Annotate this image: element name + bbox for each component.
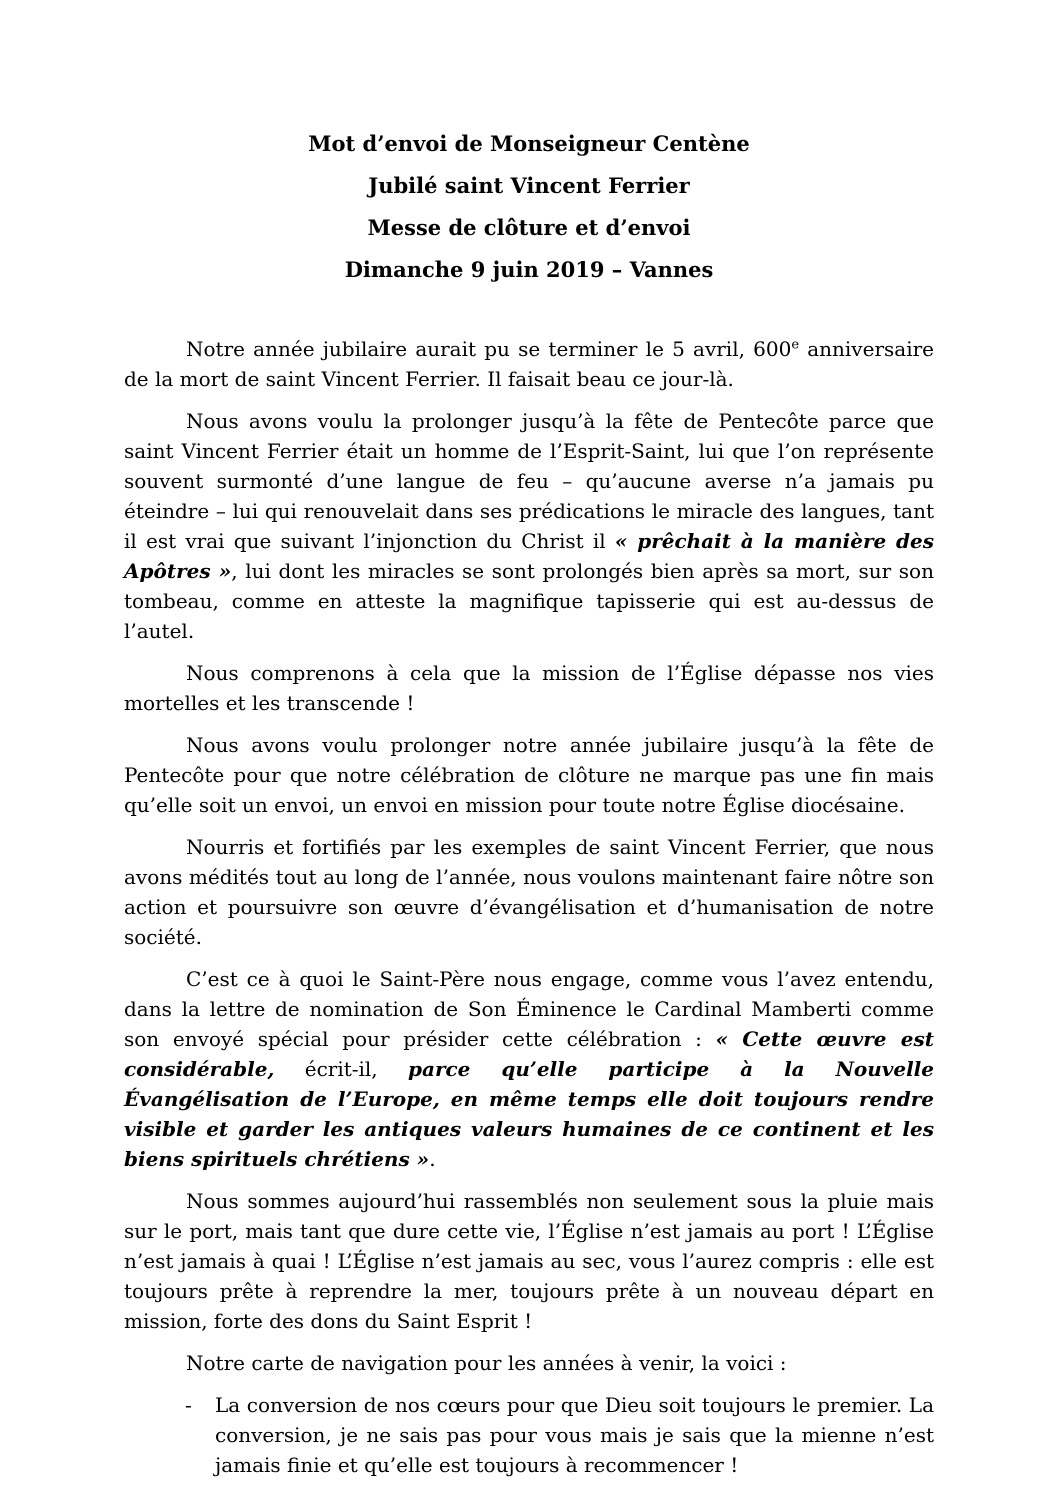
body-paragraph xyxy=(124,730,934,820)
body-paragraph xyxy=(124,1348,934,1378)
text-segment-normal: Nourris et fortifiés par les exemples de saint Vincent Ferrier, que nous avons médités tout au long de l’année, nous voulons maintenant faire nôtre son action et poursuivre son œuvre d’évangélisation et d’humanisation de notre société. xyxy=(124,835,934,949)
body-paragraph xyxy=(124,832,934,952)
text-segment-superscript: e xyxy=(791,337,800,353)
document-header xyxy=(124,131,934,282)
text-segment-normal: . xyxy=(429,1147,436,1171)
title-line-3: Messe de clôture et d’envoi xyxy=(367,215,691,240)
text-segment-normal: Nous comprenons à cela que la mission de l’Église dépasse nos vies mortelles et les transcende ! xyxy=(124,661,934,715)
body-paragraph xyxy=(124,658,934,718)
document-body xyxy=(124,334,934,1480)
text-segment-bold-italic: « Cette œuvre est considérable, xyxy=(124,1027,935,1081)
text-segment-normal: La conversion de nos cœurs pour que Dieu soit toujours le premier. La conversion, je ne sais pas pour vous mais je sais que la mienne n’est jamais finie et qu’elle est toujours à recommencer ! xyxy=(215,1393,934,1477)
title-line-1: Mot d’envoi de Monseigneur Centène xyxy=(308,131,750,156)
list-item xyxy=(124,1390,934,1480)
text-segment-normal: Nous avons voulu la prolonger jusqu’à la fête de Pentecôte parce que saint Vincent Ferrier était un homme de l’Esprit-Saint, lui que l’on représente souvent surmonté d’une langue de feu – qu’aucune averse n’a jamais pu éteindre – lui qui renouvelait dans ses prédications le miracle des langues, tant il est vrai que suivant l’injonction du Christ il xyxy=(124,409,934,553)
text-segment-normal: Notre année jubilaire aurait pu se terminer le 5 avril, 600 xyxy=(186,337,792,361)
list-marker: - xyxy=(185,1393,192,1417)
text-segment-normal: , lui dont les miracles se sont prolongés bien après sa mort, sur son tombeau, comme en atteste la magnifique tapisserie qui est au-dessus de l’autel. xyxy=(124,559,934,643)
text-segment-bold-italic: « prêchait à la manière des Apôtres » xyxy=(124,529,934,583)
text-segment-normal: écrit-il, xyxy=(274,1057,409,1081)
text-segment-normal: Notre carte de navigation pour les années à venir, la voici : xyxy=(186,1351,787,1375)
body-paragraph xyxy=(124,334,934,394)
text-segment-normal: C’est ce à quoi le Saint-Père nous engage, comme vous l’avez entendu, dans la lettre de nomination de Son Éminence le Cardinal Mamberti comme son envoyé spécial pour présider cette célébration : xyxy=(124,967,934,1051)
body-paragraph xyxy=(124,964,934,1174)
text-segment-normal: Nous avons voulu prolonger notre année jubilaire jusqu’à la fête de Pentecôte pour que notre célébration de clôture ne marque pas une fin mais qu’elle soit un envoi, un envoi en mission pour toute notre Église diocésaine. xyxy=(124,733,934,817)
text-segment-normal: Nous sommes aujourd’hui rassemblés non seulement sous la pluie mais sur le port, mais tant que dure cette vie, l’Église n’est jamais au port ! L’Église n’est jamais à quai ! L’Église n’est jamais au sec, vous l’aurez compris : elle est toujours prête à reprendre la mer, toujours prête à un nouveau départ en mission, forte des dons du Saint Esprit ! xyxy=(124,1189,934,1333)
text-segment-normal: anniversaire de la mort de saint Vincent Ferrier. Il faisait beau ce jour-là. xyxy=(124,337,934,391)
body-paragraph xyxy=(124,1186,934,1336)
title-line-4: Dimanche 9 juin 2019 – Vannes xyxy=(344,257,714,282)
body-paragraph xyxy=(124,406,934,646)
text-segment-bold-italic: parce qu’elle participe à la Nouvelle Évangélisation de l’Europe, en même temps elle doit toujours rendre visible et garder les antiques valeurs humaines de ce continent et les biens spirituels chrétiens » xyxy=(124,1057,935,1171)
title-line-2: Jubilé saint Vincent Ferrier xyxy=(368,173,690,198)
list-item-text xyxy=(215,1390,934,1480)
